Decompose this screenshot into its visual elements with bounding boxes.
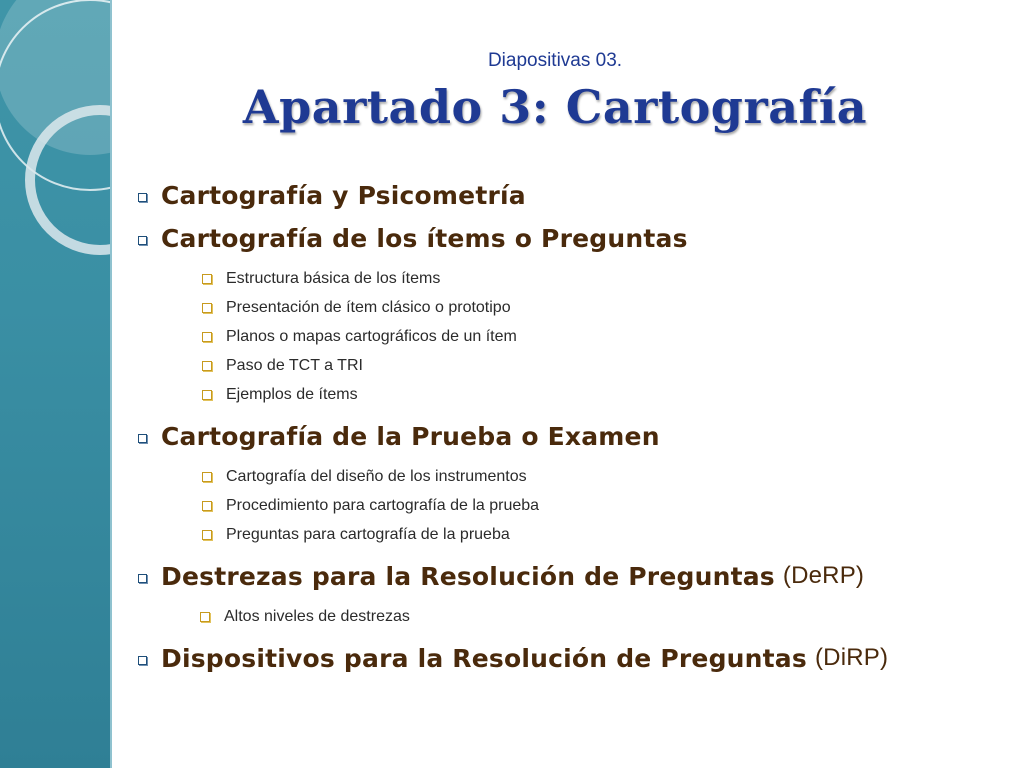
acronym-suffix: (DiRP) [814,644,889,671]
sub-bullet-text: Paso de TCT a TRI [226,356,363,374]
sub-bullet-item [202,293,1008,322]
square-bullet-icon [202,530,212,540]
bullet-item [138,178,1008,212]
sub-bullet-item [202,491,1008,520]
square-bullet-icon [202,501,212,511]
sub-bullet-text: Procedimiento para cartografía de la prueba [226,496,540,514]
bullet-item [138,641,1008,675]
square-bullet-icon [138,656,147,665]
square-bullet-icon [200,612,210,622]
sub-bullet-text: Estructura básica de los ítems [226,269,441,287]
sub-bullet-text: Altos niveles de destrezas [224,607,410,625]
bullet-text: Dispositivos para la Resolución de Preguntas [161,643,807,673]
square-bullet-icon [138,574,147,583]
sub-bullet-text: Presentación de ítem clásico o prototipo [226,298,511,316]
square-bullet-icon [202,332,212,342]
bullet-item [138,419,1008,453]
bullet-text: Cartografía de los ítems o Preguntas [161,223,688,253]
sub-bullet-item [202,520,1008,549]
slide-subtitle: Diapositivas 03. [487,50,623,71]
bullet-item [138,559,1008,593]
sub-bullet-text: Ejemplos de ítems [226,385,358,403]
bullet-text: Cartografía y Psicometría [161,180,526,210]
square-bullet-icon [202,472,212,482]
sub-bullet-text: Planos o mapas cartográficos de un ítem [226,327,517,345]
acronym-suffix: (DeRP) [782,562,865,589]
sub-bullet-text: Preguntas para cartografía de la prueba [226,525,510,543]
bullet-item [138,221,1008,255]
slide-title: Apartado 3: Cartografía [242,80,868,134]
square-bullet-icon [138,193,147,202]
bullet-list [138,178,1008,684]
sub-bullet-text: Cartografía del diseño de los instrumentos [226,467,527,485]
sub-bullet-item [202,322,1008,351]
sub-bullet-item [202,462,1008,491]
square-bullet-icon [202,303,212,313]
sub-bullet-item [202,351,1008,380]
square-bullet-icon [202,390,212,400]
square-bullet-icon [138,434,147,443]
sub-bullet-item [202,264,1008,293]
bullet-text: Cartografía de la Prueba o Examen [161,421,660,451]
sub-bullet-item [200,602,1008,631]
square-bullet-icon [138,236,147,245]
square-bullet-icon [202,274,212,284]
bullet-text: Destrezas para la Resolución de Preguntas [161,561,775,591]
square-bullet-icon [202,361,212,371]
sub-bullet-item [202,380,1008,409]
